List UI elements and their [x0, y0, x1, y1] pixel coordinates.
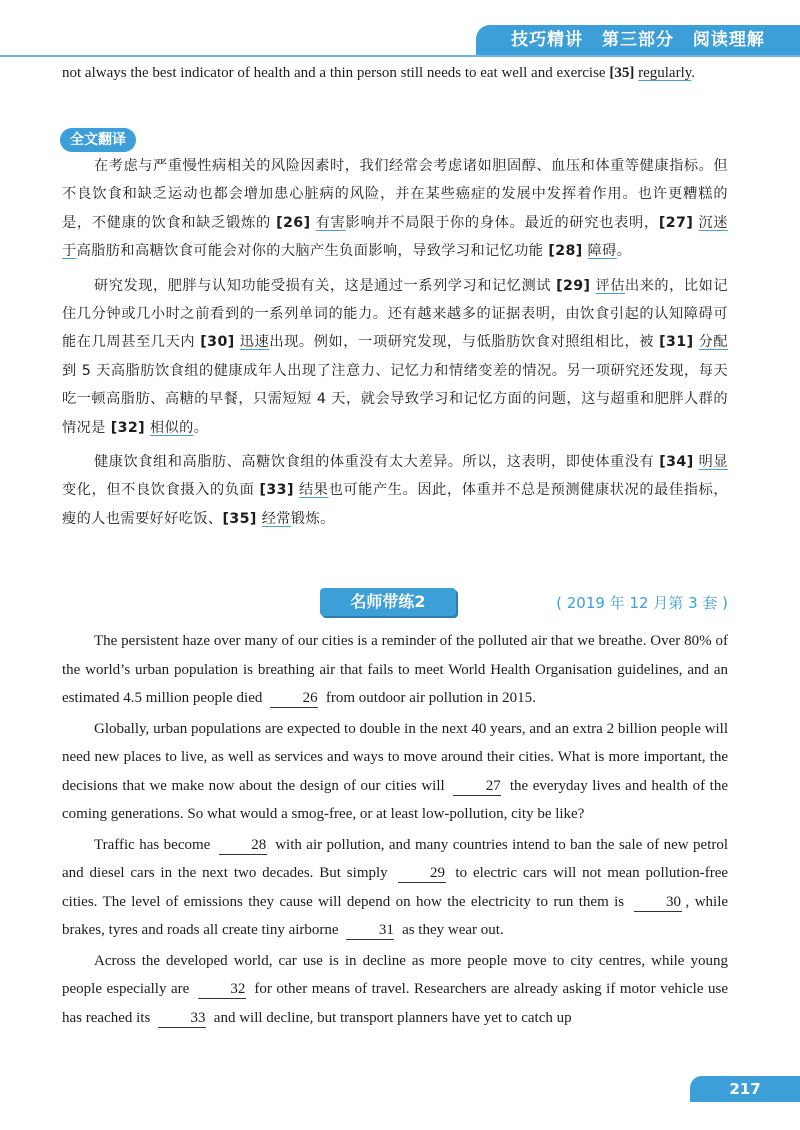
translation-block	[62, 152, 728, 533]
passage-paragraph-1: The persistent haze over many of our cities is a reminder of the polluted air that we breathe. Over 80% of the world’s urban population is breathing air that fails to meet World Health Organisation guidelines, and an estimated 4.5 million people died 26 from outdoor air pollution in 2015.	[62, 633, 728, 706]
translation-label: 全文翻译	[60, 128, 136, 152]
passage-paragraph-3: Traffic has become 28 with air pollution, and many countries intend to ban the sale of new petrol and diesel cars in the next two decades. But simply 29 to electric cars will not mean pollution-free cities. The level of emissions they cause will depend on how the electricity to run them is 30 , while brakes, tyres and roads all create tiny airborne 31 as they wear out.	[62, 836, 729, 938]
header-part3: 阅读理解	[692, 30, 765, 50]
translation-label-wrap	[60, 128, 136, 152]
page-header	[0, 0, 800, 50]
section-source: ( 2019 年 12 月第 3 套 )	[556, 594, 728, 612]
page-number: 217	[690, 1076, 800, 1102]
translation-paragraph-2: 研究发现，肥胖与认知功能受损有关，这是通过一系列学习和记忆测试 [29] 评估出来的，比如记住几分钟或几小时之前看到的一系列单词的能力。还有越来越多的证据表明，由饮食引起的认知障碍可能在几周甚至几天内 [30] 迅速出现。例如，一项研究发现，与低脂肪饮食对照组相比，被 [31] 分配到 5 天高脂肪饮食组的健康成年人出现了注意力、记忆力和情绪变差的情况。另一项研究还发现，每天吃一顿高脂肪、高糖的早餐，只需短短 4 天，就会导致学习和记忆方面的问题，这与超重和肥胖人群的情况是 [32] 相似的。	[62, 277, 728, 436]
answer-word: regularly	[638, 65, 692, 81]
translation-paragraph-1: 在考虑与严重慢性病相关的风险因素时，我们经常会考虑诸如胆固醇、血压和体重等健康指标。但不良饮食和缺乏运动也都会增加患心脏病的风险，并在某些癌症的发展中发挥着作用。也许更糟糕的是，不健康的饮食和缺乏锻炼的 [26] 有害影响并不局限于你的身体。最近的研究也表明，[27] 沉迷于高脂肪和高糖饮食可能会对你的大脑产生负面影响，导致学习和记忆功能 [28] 障碍。	[62, 158, 728, 260]
blank-27[interactable]: 27	[453, 777, 501, 796]
blank-30[interactable]: 30	[634, 893, 682, 912]
blank-31[interactable]: 31	[346, 921, 394, 940]
continued-paragraph: not always the best indicator of health and a thin person still needs to eat well and exercise [35] regularly.	[62, 65, 696, 81]
header-divider	[0, 55, 800, 57]
reading-passage	[62, 627, 728, 1032]
blank-29[interactable]: 29	[398, 864, 446, 883]
header-part1: 技巧精讲	[511, 30, 584, 50]
header-banner	[476, 25, 800, 55]
blank-28[interactable]: 28	[219, 836, 267, 855]
translation-paragraph-3: 健康饮食组和高脂肪、高糖饮食组的体重没有太大差异。所以，这表明，即使体重没有 [34] 明显变化，但不良饮食摄入的负面 [33] 结果也可能产生。因此，体重并不总是预测健康状况的最佳指标，瘦的人也需要好好吃饭、[35] 经常锻炼。	[62, 454, 728, 527]
passage-paragraph-2: Globally, urban populations are expected to double in the next 40 years, and an extra 2 billion people will need new places to live, as well as services and ways to move around their cities. What is more important, the decisions that we make now about the design of our cities will 27 the everyday lives and health of the coming generations. So what would a smog-free, or at least low-pollution, city be like?	[62, 720, 729, 822]
header-part2: 第三部分	[602, 30, 674, 50]
blank-26[interactable]: 26	[270, 689, 318, 708]
blank-33[interactable]: 33	[158, 1009, 206, 1028]
question-number: [35]	[609, 65, 635, 81]
passage-paragraph-4: Across the developed world, car use is in decline as more people move to city centres, while young people especially are 32 for other means of travel. Researchers are already asking if motor vehicle use has reached its 33 and will decline, but transport planners have yet to catch up	[62, 952, 729, 1026]
section-header	[62, 584, 728, 624]
section-label: 名师带练2	[320, 588, 456, 616]
blank-32[interactable]: 32	[198, 980, 246, 999]
